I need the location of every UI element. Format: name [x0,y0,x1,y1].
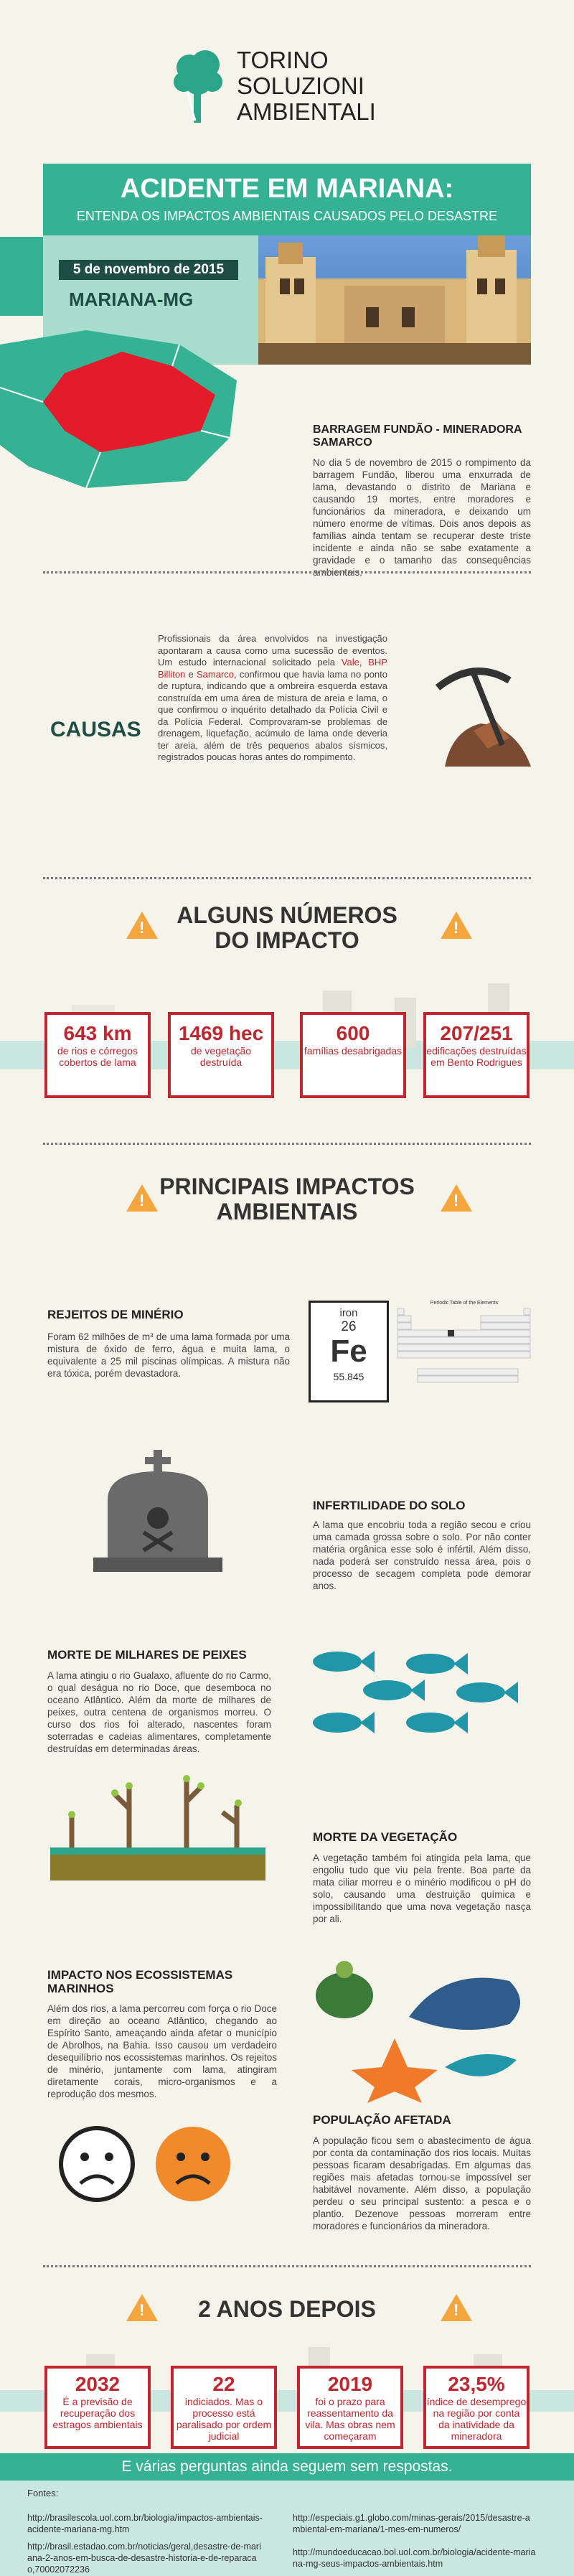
populacao-text: A população ficou sem o abastecimento de água por conta da contaminação dos rios locais. Muitas pessoas ficaram desabrigadas. Em algumas das regiões mais afetadas tornou-se impossível ser habitável novamente. Além disso, a população perdeu o seu principal sustento: a pesca e o plantio. Dezenove pessoas morreram entre moradores e funcionários da mineradora. [313,2135,531,2231]
causas-bhp: BHP Billiton [158,657,387,680]
periodic-table [396,1301,532,1408]
stat-label: É a previsão de recuperação dos estragos ambientais [52,2396,143,2430]
warning-icon: ! [441,912,472,939]
stat-box [423,1012,530,1098]
stat-box [171,2366,277,2449]
fish-icon [309,1644,531,1758]
ecossistemas-text: Além dos rios, a lama percorreu com força o rio Doce em direção ao oceano Atlântico, chegando ao Espírito Santo, ameaçando ainda afetar o município de Abrolhos, na Bahia. Isso causou um verdadeiro desequilíbrio nos ecossistemas marinhos. Os rejeitos de minério, juntamente com lama, atingiram diretamente corais, micro-organismos e a reprodução dos mesmos. [47,2003,277,2099]
iron-element-card [309,1301,389,1402]
header-banner [43,164,531,235]
stat-box [423,2366,530,2449]
impactos-title [0,1174,574,1224]
element-name: iron [339,1307,358,1319]
numeros-title-2: DO IMPACTO [215,927,359,953]
stat-value: 600 [336,1022,370,1044]
warning-icon: ! [126,1184,158,1212]
stat-box [297,2366,403,2449]
source-link[interactable]: http://brasil.estadao.com.br/noticias/geral,desastre-de-mariana-2-anos-em-busca-de-desastre-historia-e-de-reparacao,70002072236 [27,2542,261,2575]
causas-title: CAUSAS [50,718,141,741]
warning-icon: ! [126,2294,158,2321]
populacao-title: POPULAÇÃO AFETADA [313,2113,451,2127]
warning-icon: ! [441,1184,472,1212]
closing-banner: E várias perguntas ainda seguem sem respostas. [0,2453,574,2481]
stat-box [44,2366,151,2449]
causas-vale: Vale [341,657,359,668]
stat-box [44,1012,151,1098]
solo-text: A lama que encobriu toda a região secou e criou uma camada grossa sobre o solo. Por não conter matéria orgânica esse solo é infértil. Além disso, nada poderá ser construído nessa área, pois o processo de secagem completa pode demorar anos. [313,1519,531,1591]
impactos-title-2: AMBIENTAIS [216,1199,358,1224]
barragem-text: No dia 5 de novembro de 2015 o rompimento da barragem Fundão, liberou uma enxurrada de lama, devastando o distrito de Mariana e causando 19 mortes, entre moradores e funcionários da mineradora, e deixando um número enorme de vítimas. Dois anos depois as famílias ainda tentam se recuperar deste triste incidente e ainda não se sabe exatamente a gravidade e o tamanho das consequências ambientais. [313,457,531,578]
page-title: ACIDENTE EM MARIANA: [120,174,454,204]
divider [43,571,531,573]
logo-icon [169,47,225,126]
pickaxe-icon [430,659,531,767]
stat-value: 2032 [75,2373,121,2395]
stat-label: famílias desabrigadas [304,1045,403,1057]
stat-value: 643 km [63,1022,132,1044]
source-link[interactable]: http://mundoeducacao.bol.uol.com.br/biologia/acidente-mariana-mg-seus-impactos-ambientais.htm [293,2547,536,2569]
stat-label: indiciados. Mas o processo está paralisado por ordem judicial [176,2396,272,2442]
map-graphic [0,323,287,495]
numeros-title [0,903,574,953]
stat-label: índice de desemprego na região por conta da inatividade da mineradora [426,2396,527,2442]
stat-value: 2019 [327,2373,373,2395]
divider [43,877,531,879]
divider [43,1143,531,1145]
place-label: MARIANA-MG [69,289,194,310]
tombstone-icon [93,1450,222,1572]
solo-title: INFERTILIDADE DO SOLO [313,1499,466,1512]
sad-face-icon [154,2125,232,2203]
fontes-title: Fontes: [27,2488,59,2498]
stat-label: de rios e córregos cobertos de lama [57,1045,138,1068]
date-label: 5 de novembro de 2015 [59,260,238,280]
element-number: 26 [341,1319,357,1334]
map-band [0,237,43,316]
peixes-text: A lama atingiu o rio Gualaxo, afluente do rio Carmo, o qual deságua no rio Doce, que desemboca no oceano Atlântico. Além da morte de milhares de peixes, outra centena de organismos morreu. O curso dos rios foi alterado, nascentes foram soterradas e cadeias alimentares, completamente destruídas em determinadas áreas. [47,1670,271,1754]
element-symbol: Fe [330,1334,367,1369]
depois-title: 2 ANOS DEPOIS [198,2296,376,2322]
logo-text [237,47,376,125]
stat-value: 23,5% [448,2373,505,2395]
divider [43,2265,531,2267]
periodic-table-title: Periodic Table of the Elements [430,1301,499,1306]
dead-tree-icon [50,1773,265,1881]
vegetacao-text: A vegetação também foi atingida pela lama, que engoliu tudo que viu pela frente. Boa parte da mata ciliar morreu e o minério modificou o pH do solo, causando uma destruição química e impossibilitando que uma nova vegetação nasça por ali. [313,1853,531,1924]
peixes-title: MORTE DE MILHARES DE PEIXES [47,1648,247,1662]
sad-face-icon [57,2125,136,2203]
stat-box [300,1012,406,1098]
source-link[interactable]: http://brasilescola.uol.com.br/biologia/impactos-ambientais-acidente-mariana-mg.htm [27,2513,263,2534]
causas-text-b: , confirmou que havia lama no ponto de ruptura, indicando que a ombreira esquerda estava construída em uma área de mistura de areia e lama, o que confirmou o inquérito detalhado da Polícia Civil e da Polícia Federal. Comprovaram-se problemas de drenagem, liquefação, acúmulo de lama onde deveria ter areia, além de três pequenos abalos sísmicos, registrados poucas horas antes do rompimento. [158,668,387,762]
impactos-title-1: PRINCIPAIS IMPACTOS [159,1174,415,1199]
page-subtitle: ENTENDA OS IMPACTOS AMBIENTAIS CAUSADOS PELO DESASTRE [76,209,498,223]
warning-icon: ! [126,912,158,939]
vegetacao-title: MORTE DA VEGETAÇÃO [313,1830,458,1844]
rejeitos-title: REJEITOS DE MINÉRIO [47,1308,184,1321]
stat-value: 1469 hec [178,1022,264,1044]
causas-text-a: Profissionais da área envolvidos na investigação apontaram a causa como uma sucessão de eventos. Um estudo internacional solicitado pela [158,633,387,668]
marine-animals-icon [301,1959,531,2103]
warning-icon: ! [441,2294,472,2321]
causas-text: Profissionais da área envolvidos na investigação apontaram a causa como uma sucessão de eventos. Um estudo internacional solicitado pela Vale, BHP Billiton e Samarco, confirmou que havia lama no ponto de ruptura, indicando que a ombreira esquerda estava construída em uma área de mistura de areia e lama, o que confirmou o inquérito detalhado da Polícia Civil e da Polícia Federal. Comprovaram-se problemas de drenagem, liquefação, acúmulo de lama onde deveria ter areia, além de três pequenos abalos sísmicos, registrados poucas horas antes do rompimento. [158,633,387,762]
stat-label: foi o prazo para reassentamento da vila. Mas obras nem começaram [305,2396,395,2442]
stat-value: 207/251 [440,1022,513,1044]
rejeitos-text: Foram 62 milhões de m³ de uma lama formada por uma mistura de óxido de ferro, água e muita lama, o equivalente a 25 mil piscinas olímpicas. A mistura não era tóxica, porém devastadora. [47,1331,290,1379]
logo-line-3: AMBIENTALI [237,98,376,125]
source-link[interactable]: http://especiais.g1.globo.com/minas-gerais/2015/desastre-ambiental-em-mariana/1-mes-em-numeros/ [293,2513,530,2534]
logo-line-1: TORINO [237,47,329,73]
stat-box [168,1012,274,1098]
ecossistemas-title: IMPACTO NOS ECOSSISTEMAS MARINHOS [47,1968,233,1995]
element-mass: 55.845 [333,1371,364,1382]
church-photo [258,235,531,365]
causas-samarco: Samarco [196,668,235,680]
numeros-title-1: ALGUNS NÚMEROS [177,902,397,928]
barragem-title: BARRAGEM FUNDÃO - MINERADORA SAMARCO [313,423,522,449]
logo-line-2: SOLUZIONI [237,72,364,99]
stat-label: de vegetação destruída [190,1045,252,1068]
stat-label: edificações destruídas em Bento Rodrigues [426,1045,527,1068]
stat-value: 22 [212,2373,235,2395]
